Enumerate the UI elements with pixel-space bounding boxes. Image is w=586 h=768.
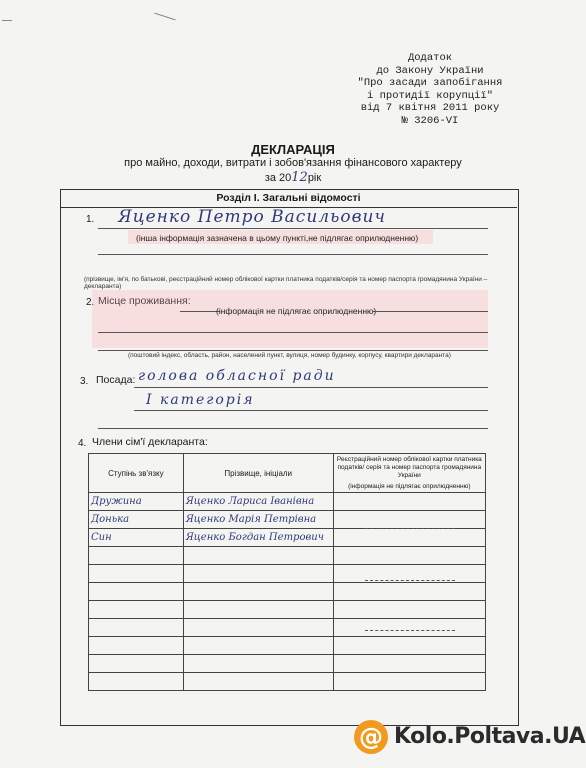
- taxid-cell: [333, 583, 485, 601]
- item3-number: 3.: [80, 376, 89, 387]
- scan-mark: [2, 20, 12, 21]
- position-line1: голова обласної ради: [138, 368, 336, 384]
- item2-line: [98, 350, 488, 351]
- member-name-cell: [183, 565, 333, 583]
- member-name-cell: [183, 601, 333, 619]
- item2-line: [98, 332, 488, 333]
- relation-cell: [89, 673, 184, 691]
- table-header-row: [89, 454, 486, 493]
- name-line: [98, 228, 488, 229]
- scan-mark: [154, 13, 175, 21]
- item1-note: (інша інформація зазначена в цьому пункті,не підлягає оприлюдненню): [136, 233, 419, 243]
- taxid-cell: [333, 601, 485, 619]
- item2-line: [372, 311, 488, 312]
- taxid-cell: [333, 511, 485, 529]
- document-subtitle: про майно, доходи, витрати і зобов'язання фінансового характеру: [124, 157, 462, 169]
- table-row: [89, 511, 486, 529]
- table-row: [89, 583, 486, 601]
- taxid-cell: [333, 619, 485, 637]
- member-name-cell: [183, 583, 333, 601]
- col-taxid-title: Реєстраційний номер облікової картки платника податків/ серія та номер паспорта громадянина України: [336, 455, 482, 479]
- item2-note: (інформація не підлягає оприлюдненню): [216, 306, 377, 316]
- relation-cell: [89, 547, 184, 565]
- table-row: [89, 673, 486, 691]
- item2-line: [180, 311, 220, 312]
- item2-caption: (поштовий індекс, область, район, населений пункт, вулиця, номер будинку, корпусу, квартири декларанта): [128, 352, 451, 359]
- relation-cell: Дружина: [89, 493, 184, 511]
- year-suffix: рік: [307, 172, 322, 184]
- family-members-table: [88, 453, 486, 691]
- col-relation-header: Ступінь зв'язку: [89, 454, 184, 493]
- item3-line: [134, 387, 488, 388]
- item2-number: 2.: [86, 297, 95, 308]
- redaction-overlay: [92, 290, 488, 348]
- relation-cell: [89, 655, 184, 673]
- item3-line: [98, 428, 488, 429]
- member-name-cell: [183, 619, 333, 637]
- section-title: Розділ І. Загальні відомості: [60, 190, 517, 208]
- table-row: [89, 547, 486, 565]
- item1-number: 1.: [86, 214, 95, 225]
- col-taxid-header: [333, 454, 485, 493]
- relation-cell: Донька: [89, 511, 184, 529]
- watermark-text: Kolo.Poltava.UA: [394, 724, 586, 749]
- table-row: [89, 529, 486, 547]
- relation-cell: [89, 583, 184, 601]
- relation-cell: [89, 565, 184, 583]
- at-icon: @: [354, 720, 388, 754]
- relation-cell: [89, 619, 184, 637]
- watermark-logo: [350, 718, 586, 758]
- member-name-cell: [183, 547, 333, 565]
- year-value: 12: [291, 170, 308, 185]
- relation-cell: [89, 601, 184, 619]
- member-name-cell: [183, 655, 333, 673]
- taxid-cell: [333, 529, 485, 547]
- member-name-cell: [183, 673, 333, 691]
- relation-cell: [89, 637, 184, 655]
- appendix-line: № 3206-VI: [401, 114, 459, 127]
- item1-caption: (прізвище, ім'я, по батькові, реєстраційний номер облікової картки платника податків/серія та номер паспорта громадянина України – декларанта): [84, 276, 488, 290]
- appendix-line: Додаток: [407, 52, 453, 64]
- document-title: ДЕКЛАРАЦІЯ: [251, 142, 335, 157]
- dash-mark: [365, 630, 455, 631]
- item3-line: [134, 410, 488, 411]
- item2-label: Місце проживання:: [98, 295, 191, 307]
- table-row: [89, 619, 486, 637]
- item3-label: Посада:: [96, 374, 136, 386]
- relation-cell: Син: [89, 529, 184, 547]
- appendix-line: і протидії корупції": [366, 89, 494, 102]
- member-name-cell: Яценко Богдан Петрович: [183, 529, 333, 547]
- year-prefix: за 20: [264, 172, 292, 184]
- col-name-header: Прізвище, ініціали: [183, 454, 333, 493]
- appendix-line: до Закону України: [376, 64, 484, 77]
- declarant-name: Яценко Петро Васильович: [118, 207, 386, 227]
- appendix-note: [300, 52, 560, 127]
- taxid-cell: [333, 655, 485, 673]
- taxid-cell: [333, 547, 485, 565]
- col-taxid-note: (інформація не підлягає оприлюдненню): [348, 482, 471, 490]
- table-row: [89, 655, 486, 673]
- member-name-cell: [183, 637, 333, 655]
- taxid-cell: [333, 637, 485, 655]
- member-name-cell: Яценко Лариса Іванівна: [183, 493, 333, 511]
- appendix-line: від 7 квітня 2011 року: [360, 102, 500, 114]
- table-row: [89, 601, 486, 619]
- item4-label: Члени сім'ї декларанта:: [92, 436, 208, 448]
- declaration-year: [0, 170, 586, 185]
- table-row: [89, 493, 486, 511]
- appendix-line: "Про засади запобігання: [357, 77, 503, 89]
- member-name-cell: Яценко Марія Петрівна: [183, 511, 333, 529]
- taxid-cell: [333, 673, 485, 691]
- taxid-cell: [333, 493, 485, 511]
- dash-mark: [365, 528, 455, 529]
- dash-mark: [365, 580, 455, 581]
- item1-line: [98, 254, 488, 255]
- position-line2: І категорія: [146, 392, 255, 408]
- item4-number: 4.: [78, 438, 87, 449]
- table-row: [89, 637, 486, 655]
